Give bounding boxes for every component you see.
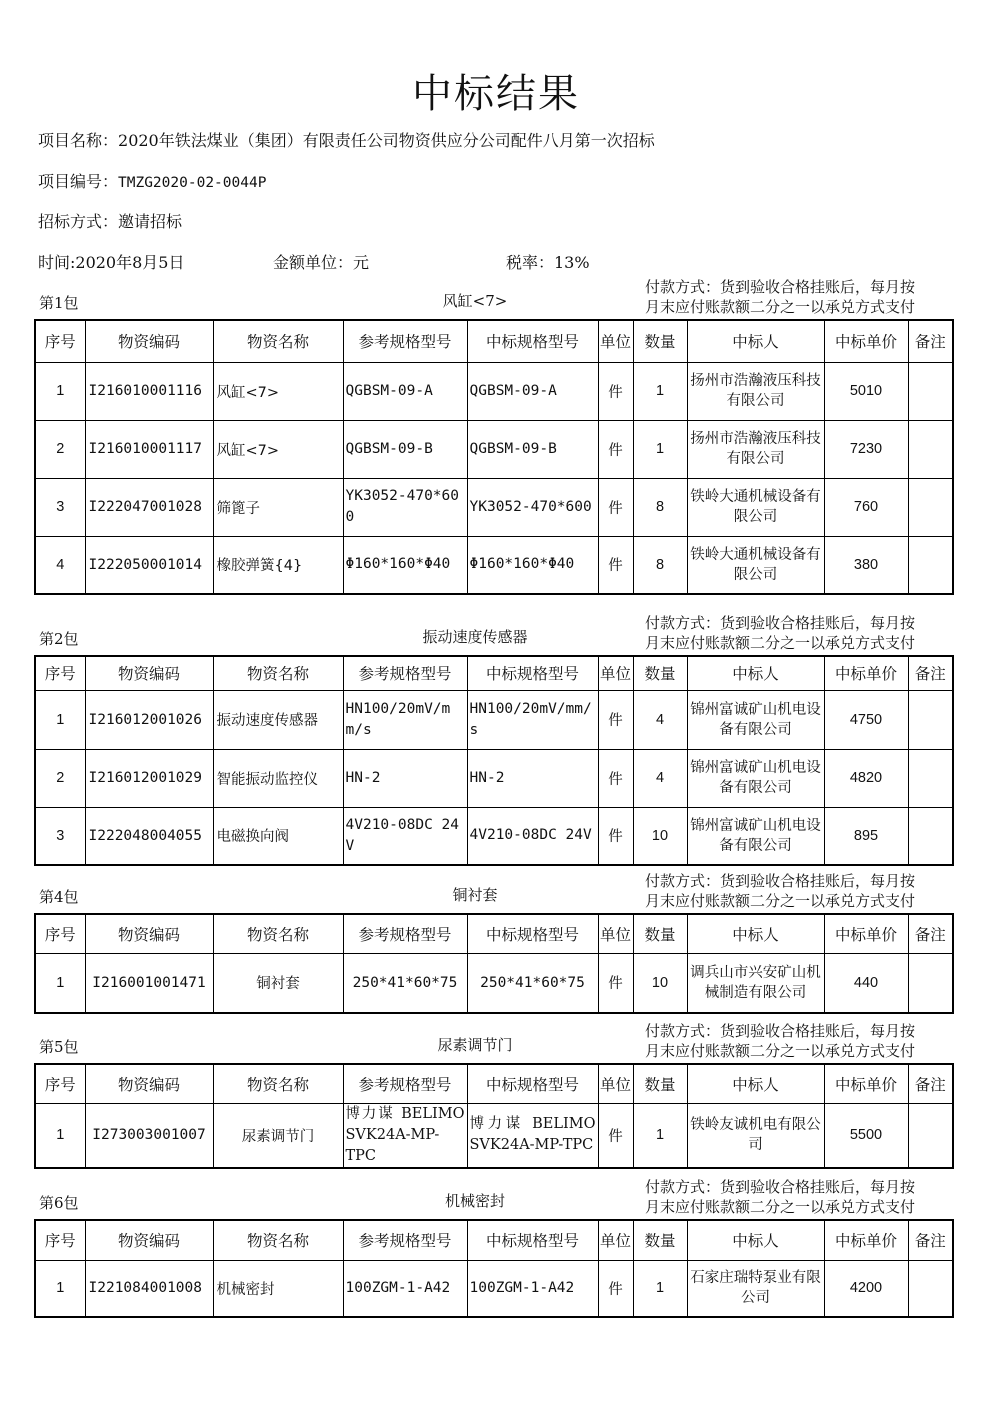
column-header: 参考规格型号	[343, 656, 467, 690]
winning-bidder: 石家庄瑞特泵业有限公司	[687, 1260, 824, 1317]
winning-spec: 100ZGM-1-A42	[467, 1260, 598, 1317]
material-code: I273003001007	[85, 1103, 213, 1168]
table-row	[35, 478, 953, 536]
unit: 件	[598, 807, 633, 865]
column-header: 中标人	[687, 914, 824, 953]
column-header: 中标规格型号	[467, 1064, 598, 1103]
payment-terms-line1: 付款方式：货到验收合格挂账后，每月按	[645, 278, 916, 296]
package-header	[35, 870, 953, 913]
winning-spec: 250*41*60*75	[467, 953, 598, 1013]
winning-bidder: 锦州富诚矿山机电设备有限公司	[687, 690, 824, 749]
column-header: 物资编码	[85, 656, 213, 690]
table-header-row	[35, 1220, 953, 1260]
package-label: 第2包	[39, 630, 79, 648]
column-header: 序号	[35, 1220, 85, 1260]
bid-method-line	[38, 209, 182, 232]
quantity: 1	[633, 1260, 687, 1317]
reference-spec: HN-2	[343, 749, 467, 807]
table-row	[35, 690, 953, 749]
column-header: 中标规格型号	[467, 656, 598, 690]
payment-terms-line1: 付款方式：货到验收合格挂账后，每月按	[645, 1022, 916, 1040]
table-header-row	[35, 656, 953, 690]
project-number-line	[38, 169, 266, 192]
info-line	[38, 250, 590, 273]
column-header: 序号	[35, 914, 85, 953]
winning-spec: QGBSM-09-A	[467, 362, 598, 420]
row-number: 3	[35, 807, 85, 865]
column-header: 参考规格型号	[343, 1064, 467, 1103]
package-header	[35, 606, 953, 655]
winning-bidder: 扬州市浩瀚液压科技有限公司	[687, 420, 824, 478]
column-header: 中标规格型号	[467, 1220, 598, 1260]
material-code: I216010001116	[85, 362, 213, 420]
column-header: 参考规格型号	[343, 320, 467, 362]
winning-bidder: 铁岭友诚机电有限公司	[687, 1103, 824, 1168]
column-header: 中标单价	[824, 656, 908, 690]
unit-price: 4820	[824, 749, 908, 807]
table-row	[35, 362, 953, 420]
project-name-value: 2020年铁法煤业（集团）有限责任公司物资供应分公司配件八月第一次招标	[118, 131, 655, 150]
package-header	[35, 1171, 953, 1219]
winning-spec: 4V210-08DC 24V	[467, 807, 598, 865]
remarks	[908, 690, 953, 749]
winning-spec: QGBSM-09-B	[467, 420, 598, 478]
reference-spec: QGBSM-09-B	[343, 420, 467, 478]
material-code: I221084001008	[85, 1260, 213, 1317]
column-header: 物资编码	[85, 1064, 213, 1103]
material-name: 铜衬套	[213, 953, 343, 1013]
material-code: I222048004055	[85, 807, 213, 865]
material-name: 筛篦子	[213, 478, 343, 536]
column-header: 中标单价	[824, 914, 908, 953]
payment-terms	[645, 1021, 945, 1061]
column-header: 物资编码	[85, 914, 213, 953]
unit-price: 7230	[824, 420, 908, 478]
column-header: 备注	[908, 1064, 953, 1103]
quantity: 10	[633, 953, 687, 1013]
unit-price: 895	[824, 807, 908, 865]
quantity: 8	[633, 536, 687, 594]
material-code: I222050001014	[85, 536, 213, 594]
bid-method-value: 邀请招标	[118, 212, 183, 231]
material-name: 电磁换向阀	[213, 807, 343, 865]
column-header: 中标单价	[824, 320, 908, 362]
payment-terms	[645, 1177, 945, 1217]
material-name: 智能振动监控仪	[213, 749, 343, 807]
winning-bidder: 扬州市浩瀚液压科技有限公司	[687, 362, 824, 420]
column-header: 中标人	[687, 1064, 824, 1103]
result-table	[34, 1219, 954, 1318]
material-code: I216010001117	[85, 420, 213, 478]
material-code: I222047001028	[85, 478, 213, 536]
column-header: 物资编码	[85, 320, 213, 362]
column-header: 备注	[908, 656, 953, 690]
row-number: 4	[35, 536, 85, 594]
package-item-name: 尿素调节门	[437, 1036, 513, 1054]
unit-price: 5010	[824, 362, 908, 420]
unit-price: 5500	[824, 1103, 908, 1168]
column-header: 参考规格型号	[343, 914, 467, 953]
package-label: 第4包	[39, 888, 79, 906]
column-header: 数量	[633, 320, 687, 362]
quantity: 1	[633, 1103, 687, 1168]
column-header: 中标单价	[824, 1064, 908, 1103]
row-number: 3	[35, 478, 85, 536]
table-row	[35, 1103, 953, 1168]
table-row	[35, 953, 953, 1013]
quantity: 1	[633, 362, 687, 420]
unit: 件	[598, 749, 633, 807]
column-header: 中标人	[687, 320, 824, 362]
material-name: 机械密封	[213, 1260, 343, 1317]
payment-terms-line1: 付款方式：货到验收合格挂账后，每月按	[645, 614, 916, 632]
material-name: 尿素调节门	[213, 1103, 343, 1168]
row-number: 1	[35, 953, 85, 1013]
payment-terms	[645, 613, 945, 653]
material-name: 振动速度传感器	[213, 690, 343, 749]
winning-bidder: 铁岭大通机械设备有限公司	[687, 536, 824, 594]
package-item-name: 机械密封	[444, 1192, 505, 1210]
unit-price: 4200	[824, 1260, 908, 1317]
result-table	[34, 655, 954, 866]
unit: 件	[598, 1260, 633, 1317]
table-row	[35, 1260, 953, 1317]
column-header: 物资名称	[213, 320, 343, 362]
reference-spec: QGBSM-09-A	[343, 362, 467, 420]
package-label: 第6包	[39, 1194, 79, 1212]
column-header: 物资名称	[213, 656, 343, 690]
package-label: 第5包	[39, 1038, 79, 1056]
table-row	[35, 536, 953, 594]
material-name: 风缸<7>	[213, 362, 343, 420]
remarks	[908, 807, 953, 865]
unit: 件	[598, 690, 633, 749]
remarks	[908, 1260, 953, 1317]
winning-spec: Φ160*160*Φ40	[467, 536, 598, 594]
column-header: 单位	[598, 320, 633, 362]
payment-terms-line1: 付款方式：货到验收合格挂账后，每月按	[645, 1178, 916, 1196]
winning-spec: YK3052-470*600	[467, 478, 598, 536]
column-header: 物资名称	[213, 1220, 343, 1260]
unit-price: 380	[824, 536, 908, 594]
unit: 件	[598, 953, 633, 1013]
reference-spec: YK3052-470*600	[343, 478, 467, 536]
remarks	[908, 536, 953, 594]
payment-terms-line2: 月末应付账款额二分之一以承兑方式支付	[645, 1198, 916, 1216]
unit: 件	[598, 362, 633, 420]
quantity: 4	[633, 749, 687, 807]
bid-method-label: 招标方式：	[38, 212, 119, 231]
row-number: 1	[35, 1103, 85, 1168]
remarks	[908, 1103, 953, 1168]
remarks	[908, 953, 953, 1013]
project-name-label: 项目名称：	[38, 131, 119, 150]
quantity: 4	[633, 690, 687, 749]
package-item-name: 振动速度传感器	[422, 628, 528, 646]
column-header: 物资名称	[213, 914, 343, 953]
project-name-line	[38, 128, 655, 151]
reference-spec: 博力谋 BELIMO SVK24A-MP-TPC	[343, 1103, 467, 1168]
reference-spec: HN100/20mV/mm/s	[343, 690, 467, 749]
remarks	[908, 749, 953, 807]
package-header	[35, 279, 953, 319]
material-code: I216012001026	[85, 690, 213, 749]
column-header: 数量	[633, 1064, 687, 1103]
row-number: 1	[35, 362, 85, 420]
reference-spec: 250*41*60*75	[343, 953, 467, 1013]
table-row	[35, 749, 953, 807]
column-header: 备注	[908, 914, 953, 953]
reference-spec: Φ160*160*Φ40	[343, 536, 467, 594]
remarks	[908, 420, 953, 478]
column-header: 单位	[598, 1064, 633, 1103]
package-header	[35, 1018, 953, 1063]
winning-bidder: 铁岭大通机械设备有限公司	[687, 478, 824, 536]
unit-price: 760	[824, 478, 908, 536]
winning-spec: HN-2	[467, 749, 598, 807]
unit: 件	[598, 1103, 633, 1168]
unit: 件	[598, 420, 633, 478]
table-row	[35, 420, 953, 478]
result-table	[34, 319, 954, 595]
remarks	[908, 362, 953, 420]
column-header: 数量	[633, 656, 687, 690]
column-header: 序号	[35, 1064, 85, 1103]
result-table	[34, 1063, 954, 1169]
quantity: 1	[633, 420, 687, 478]
material-code: I216001001471	[85, 953, 213, 1013]
column-header: 序号	[35, 656, 85, 690]
time-text: 时间:2020年8月5日	[38, 253, 185, 272]
column-header: 数量	[633, 914, 687, 953]
payment-terms	[645, 277, 945, 317]
column-header: 备注	[908, 320, 953, 362]
result-table	[34, 913, 954, 1014]
column-header: 物资名称	[213, 1064, 343, 1103]
column-header: 单位	[598, 914, 633, 953]
payment-terms-line1: 付款方式：货到验收合格挂账后，每月按	[645, 872, 916, 890]
table-row	[35, 807, 953, 865]
unit: 件	[598, 536, 633, 594]
reference-spec: 100ZGM-1-A42	[343, 1260, 467, 1317]
column-header: 中标人	[687, 656, 824, 690]
payment-terms-line2: 月末应付账款额二分之一以承兑方式支付	[645, 298, 916, 316]
winning-bidder: 锦州富诚矿山机电设备有限公司	[687, 749, 824, 807]
winning-spec: HN100/20mV/mm/s	[467, 690, 598, 749]
row-number: 1	[35, 1260, 85, 1317]
column-header: 序号	[35, 320, 85, 362]
column-header: 数量	[633, 1220, 687, 1260]
column-header: 中标单价	[824, 1220, 908, 1260]
material-name: 橡胶弹簧{4}	[213, 536, 343, 594]
payment-terms-line2: 月末应付账款额二分之一以承兑方式支付	[645, 634, 916, 652]
package-item-name: 铜衬套	[452, 886, 498, 904]
table-header-row	[35, 914, 953, 953]
column-header: 单位	[598, 1220, 633, 1260]
project-number-value: TMZG2020-02-0044P	[118, 175, 267, 191]
column-header: 中标人	[687, 1220, 824, 1260]
project-number-label: 项目编号：	[38, 172, 119, 191]
remarks	[908, 478, 953, 536]
column-header: 中标规格型号	[467, 914, 598, 953]
column-header: 物资编码	[85, 1220, 213, 1260]
material-name: 风缸<7>	[213, 420, 343, 478]
winning-bidder: 调兵山市兴安矿山机械制造有限公司	[687, 953, 824, 1013]
table-header-row	[35, 1064, 953, 1103]
payment-terms-line2: 月末应付账款额二分之一以承兑方式支付	[645, 892, 916, 910]
currency-unit-text: 金额单位：元	[273, 253, 370, 272]
tax-rate-text: 税率：13%	[506, 253, 590, 272]
unit: 件	[598, 478, 633, 536]
page-title: 中标结果	[412, 71, 580, 117]
reference-spec: 4V210-08DC 24V	[343, 807, 467, 865]
unit-price: 440	[824, 953, 908, 1013]
row-number: 2	[35, 420, 85, 478]
row-number: 2	[35, 749, 85, 807]
quantity: 10	[633, 807, 687, 865]
column-header: 单位	[598, 656, 633, 690]
winning-spec: 博力谋 BELIMO SVK24A-MP-TPC	[467, 1103, 598, 1168]
package-item-name: 风缸<7>	[442, 292, 508, 310]
column-header: 备注	[908, 1220, 953, 1260]
row-number: 1	[35, 690, 85, 749]
package-label: 第1包	[39, 294, 79, 312]
table-header-row	[35, 320, 953, 362]
quantity: 8	[633, 478, 687, 536]
payment-terms	[645, 871, 945, 911]
column-header: 中标规格型号	[467, 320, 598, 362]
column-header: 参考规格型号	[343, 1220, 467, 1260]
payment-terms-line2: 月末应付账款额二分之一以承兑方式支付	[645, 1042, 916, 1060]
winning-bidder: 锦州富诚矿山机电设备有限公司	[687, 807, 824, 865]
material-code: I216012001029	[85, 749, 213, 807]
unit-price: 4750	[824, 690, 908, 749]
